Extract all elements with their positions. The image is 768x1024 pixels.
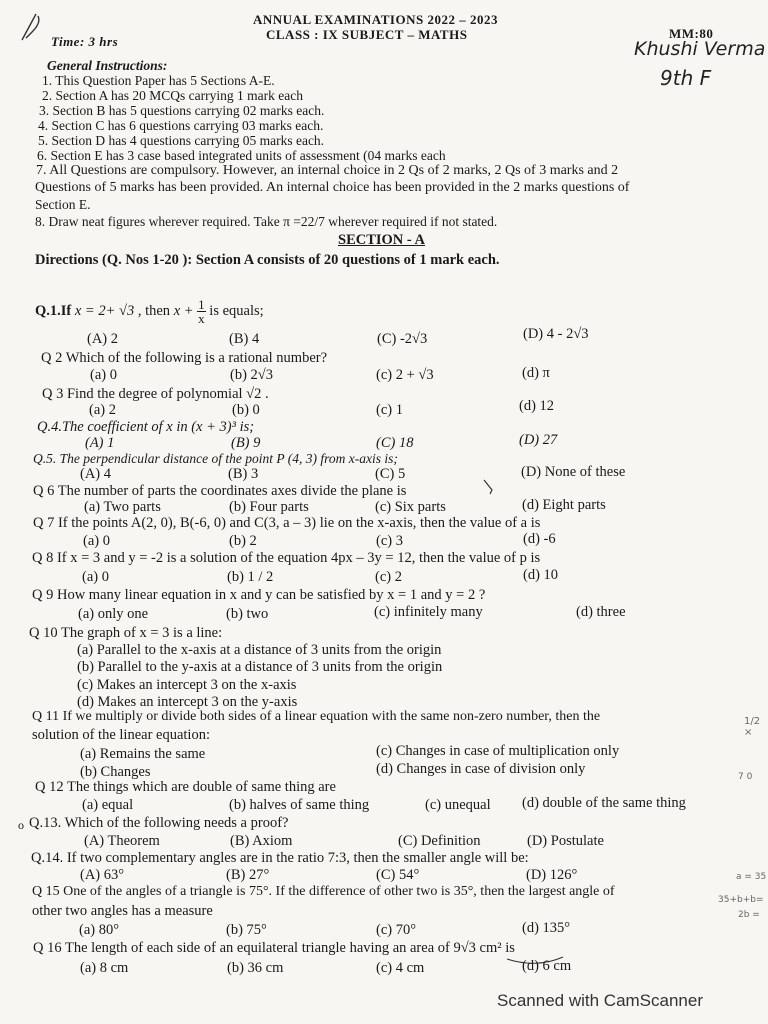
q2-option-c: (c) 2 + √3 <box>376 367 434 383</box>
q7-option-a: (a) 0 <box>83 533 110 549</box>
q12-option-c: (c) unequal <box>425 797 491 813</box>
q11-option-a: (a) Remains the same <box>80 746 206 762</box>
question-14: Q.14. If two complementary angles are in the ratio 7:3, then the smaller angle will be: <box>31 850 529 866</box>
q3-option-c: (c) 1 <box>376 402 403 418</box>
question-1 <box>35 298 264 325</box>
question-2: Q 2 Which of the following is a rational number? <box>41 350 328 366</box>
q15-option-d: (d) 135° <box>522 920 571 936</box>
q12-option-d: (d) double of the same thing <box>522 795 686 811</box>
instruction-7-cont2: Section E. <box>35 197 91 212</box>
q6-option-b: (b) Four parts <box>229 499 309 515</box>
margin-note-1: 1/2 × <box>744 716 761 738</box>
q15-option-b: (b) 75° <box>226 922 267 938</box>
question-3: Q 3 Find the degree of polynomial √2 . <box>42 386 269 402</box>
q1-option-d: (D) 4 - 2√3 <box>523 326 589 342</box>
q16-option-c: (c) 4 cm <box>376 960 425 976</box>
max-marks: MM:80 <box>669 26 714 41</box>
q5-option-a: (A) 4 <box>80 466 112 482</box>
instruction-8: 8. Draw neat figures wherever required. Take π =22/7 wherever required if not stated. <box>35 214 498 229</box>
time-allowed: Time: 3 hrs <box>51 34 119 49</box>
instruction-7: 7. All Questions are compulsory. However, an internal choice in 2 Qs of 2 marks, 2 Qs of 3 marks and 2 <box>36 163 619 178</box>
q9-option-a: (a) only one <box>78 606 149 622</box>
q1-mid: , then <box>134 302 174 319</box>
q14-option-d: (D) 126° <box>526 867 578 883</box>
q6-option-a: (a) Two parts <box>84 499 161 515</box>
student-name-handwritten: Khushi Verma <box>634 38 766 60</box>
question-5: Q.5. The perpendicular distance of the point P (4, 3) from x-axis is; <box>33 451 398 466</box>
q2-option-a: (a) 0 <box>90 367 117 383</box>
q1-expr1: x = 2+ √3 <box>74 302 135 319</box>
class-subject: CLASS : IX SUBJECT – MATHS <box>266 27 468 42</box>
question-16: Q 16 The length of each side of an equilateral triangle having an area of 9√3 cm² is <box>33 940 515 956</box>
q14-option-c: (C) 54° <box>376 867 420 883</box>
q9-option-b: (b) two <box>226 606 269 622</box>
margin-note-2: 7 0 <box>738 772 753 782</box>
q7-option-c: (c) 3 <box>376 533 403 549</box>
q7-option-b: (b) 2 <box>229 533 257 549</box>
q15-option-a: (a) 80° <box>79 922 120 938</box>
q3-option-a: (a) 2 <box>89 402 116 418</box>
q5-option-b: (B) 3 <box>228 466 259 482</box>
pen-scribble-mark <box>18 10 58 44</box>
q4-option-a: (A) 1 <box>85 435 115 451</box>
q1-expr2: x + <box>173 302 194 319</box>
q1-suffix: is equals; <box>205 302 264 319</box>
q13-option-a: (A) Theorem <box>84 833 160 849</box>
question-13: Q.13. Which of the following needs a proof? <box>29 815 289 831</box>
instruction-6: 6. Section E has 3 case based integrated units of assessment (04 marks each <box>37 148 446 163</box>
q1-option-b: (B) 4 <box>229 331 260 347</box>
question-7: Q 7 If the points A(2, 0), B(-6, 0) and C(3, a – 3) lie on the x-axis, then the value of a is <box>33 515 541 531</box>
instruction-4: 4. Section C has 6 questions carrying 03 marks each. <box>38 118 324 133</box>
bullet-mark: o <box>18 818 24 832</box>
q13-option-b: (B) Axiom <box>230 833 293 849</box>
student-class-handwritten: 9th F <box>660 66 712 90</box>
q1-fraction <box>197 298 206 325</box>
pen-tick-mark <box>482 478 496 496</box>
q11-option-c: (c) Changes in case of multiplication only <box>376 743 620 759</box>
q4-option-c: (C) 18 <box>376 435 414 451</box>
instruction-7-cont: Questions of 5 marks has been provided. An internal choice has been provided in the 2 marks questions of <box>35 180 630 195</box>
q1-option-a: (A) 2 <box>87 331 119 347</box>
q7-option-d: (d) -6 <box>523 531 556 547</box>
q10-option-a: (a) Parallel to the x-axis at a distance of 3 units from the origin <box>77 642 442 658</box>
q5-option-d: (D) None of these <box>521 464 626 480</box>
q11-option-d: (d) Changes in case of division only <box>376 761 586 777</box>
question-6: Q 6 The number of parts the coordinates axes divide the plane is <box>33 483 407 499</box>
q13-option-d: (D) Postulate <box>527 833 604 849</box>
q11-option-b: (b) Changes <box>80 764 151 780</box>
question-12: Q 12 The things which are double of same thing are <box>35 779 336 795</box>
q6-option-c: (c) Six parts <box>375 499 446 515</box>
q4-option-d: (D) 27 <box>519 432 558 448</box>
q1-prefix: Q.1.If <box>35 302 75 319</box>
q3-option-b: (b) 0 <box>232 402 260 418</box>
q14-option-b: (B) 27° <box>226 867 270 883</box>
q10-option-c: (c) Makes an intercept 3 on the x-axis <box>77 677 297 693</box>
q1-option-c: (C) -2√3 <box>377 331 428 347</box>
q14-option-a: (A) 63° <box>80 867 125 883</box>
question-4: Q.4.The coefficient of x in (x + 3)³ is; <box>37 419 255 435</box>
question-8: Q 8 If x = 3 and y = -2 is a solution of the equation 4px – 3y = 12, then the value of p is <box>32 550 541 566</box>
question-9: Q 9 How many linear equation in x and y can be satisfied by x = 1 and y = 2 ? <box>32 587 486 603</box>
margin-note-3: a = 35 <box>736 872 767 882</box>
q4-option-b: (B) 9 <box>231 435 261 451</box>
q9-option-c: (c) infinitely many <box>374 604 483 620</box>
instruction-3: 3. Section B has 5 questions carrying 02 marks each. <box>39 103 325 118</box>
section-a-title: SECTION - A <box>338 232 426 248</box>
instruction-1: 1. This Question Paper has 5 Sections A-E. <box>42 73 275 88</box>
q16-option-a: (a) 8 cm <box>80 960 129 976</box>
question-11-cont: solution of the linear equation: <box>32 727 210 743</box>
q10-option-b: (b) Parallel to the y-axis at a distance of 3 units from the origin <box>77 659 443 675</box>
question-10: Q 10 The graph of x = 3 is a line: <box>29 625 223 641</box>
q1-frac-den: x <box>198 311 205 326</box>
question-11: Q 11 If we multiply or divide both sides of a linear equation with the same non-zero number, then the <box>32 709 601 724</box>
q2-option-d: (d) π <box>522 365 550 381</box>
q12-option-a: (a) equal <box>82 797 134 813</box>
q9-option-d: (d) three <box>576 604 626 620</box>
question-15: Q 15 One of the angles of a triangle is 75°. If the difference of other two is 35°, then the largest angle of <box>32 884 615 899</box>
margin-note-5: 2b = <box>738 910 760 920</box>
q8-option-b: (b) 1 / 2 <box>227 569 274 585</box>
margin-note-4: 35+b+b= <box>718 895 764 905</box>
instruction-2: 2. Section A has 20 MCQs carrying 1 mark each <box>42 88 303 103</box>
q8-option-d: (d) 10 <box>523 567 559 583</box>
section-a-directions: Directions (Q. Nos 1-20 ): Section A consists of 20 questions of 1 mark each. <box>35 252 500 268</box>
q3-option-d: (d) 12 <box>519 398 555 414</box>
q10-option-d: (d) Makes an intercept 3 on the y-axis <box>77 694 298 710</box>
q2-option-b: (b) 2√3 <box>230 367 273 383</box>
q8-option-a: (a) 0 <box>82 569 109 585</box>
q1-frac-num: 1 <box>198 297 205 312</box>
exam-title: ANNUAL EXAMINATIONS 2022 – 2023 <box>253 12 498 27</box>
question-15-cont: other two angles has a measure <box>32 903 213 919</box>
instruction-5: 5. Section D has 4 questions carrying 05 marks each. <box>38 133 325 148</box>
camscanner-watermark: Scanned with CamScanner <box>497 991 704 1010</box>
q8-option-c: (c) 2 <box>375 569 402 585</box>
q5-option-c: (C) 5 <box>375 466 406 482</box>
q15-option-c: (c) 70° <box>376 922 417 938</box>
q6-option-d: (d) Eight parts <box>522 497 606 513</box>
q16-option-b: (b) 36 cm <box>227 960 284 976</box>
q13-option-c: (C) Definition <box>398 833 481 849</box>
q16-option-d: (d) 6 cm <box>522 958 572 974</box>
instructions-heading: General Instructions: <box>47 58 168 73</box>
q12-option-b: (b) halves of same thing <box>229 797 370 813</box>
